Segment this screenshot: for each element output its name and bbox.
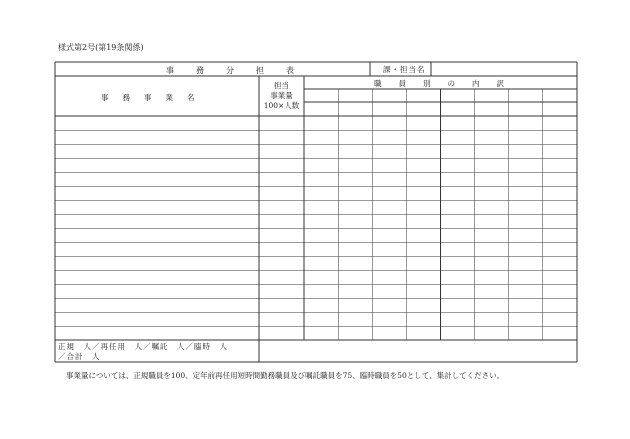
header-staff-breakdown: 職員別の内訳 bbox=[374, 79, 521, 88]
staff-total-summary: ／合計 人 bbox=[58, 352, 101, 361]
staff-count-summary: 正規 人／再任用 人／嘱託 人／臨時 人 bbox=[58, 342, 228, 351]
department-label: 課・担当名 bbox=[383, 65, 426, 74]
header-workload: 担当 事業量 100×人数 bbox=[263, 81, 300, 110]
header-task-name: 事務事業名 bbox=[101, 93, 209, 102]
form-number-label: 様式第2号(第19条関係) bbox=[58, 43, 144, 52]
document-title: 事務分担表 bbox=[166, 66, 316, 75]
workload-note: 事業量については、正規職員を100、定年前再任用短時間勤務職員及び嘱託職員を75、臨時職員を50として、集計してください。 bbox=[66, 371, 505, 380]
